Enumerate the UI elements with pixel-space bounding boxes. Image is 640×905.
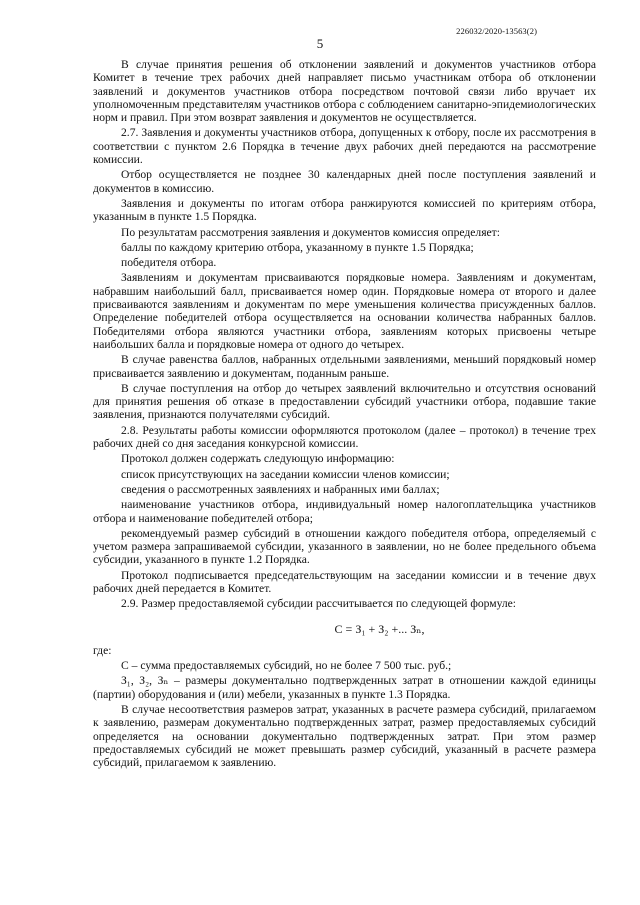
paragraph: 2.7. Заявления и документы участников отбора, допущенных к отбору, после их рассмотрения в соответствии с пунктом 2.6 Порядка в течение двух рабочих дней передаются на рассмотрение комиссии. xyxy=(93,126,596,167)
paragraph: 2.8. Результаты работы комиссии оформляются протоколом (далее – протокол) в течение трех рабочих дней со дня заседания конкурсной комиссии. xyxy=(93,423,596,451)
paragraph: Заявлениям и документам присваиваются порядковые номера. Заявлениям и документам, набравшим наибольший балл, присваивается номер один. Порядковые номера от второго и далее присваиваются заявлениям и документам по мере уменьшения количества присужденных баллов. Определение победителей отбора осуществляется на основании количества набранных баллов. Победителями отбора являются участники отбора, заявлениям которых присвоены четыре наибольших балла и порядковые номера от одного до четырех. xyxy=(93,271,596,351)
document-id: 226032/2020-13563(2) xyxy=(456,26,537,36)
paragraph: сведения о рассмотренных заявлениях и набранных ими баллах; xyxy=(121,482,440,496)
paragraph: Заявления и документы по итогам отбора ранжируются комиссией по критериям отбора, указанным в пункте 1.5 Порядка. xyxy=(93,196,596,224)
paragraph: баллы по каждому критерию отбора, указанному в пункте 1.5 Порядка; xyxy=(121,240,474,254)
paragraph: По результатам рассмотрения заявления и документов комиссия определяет: xyxy=(121,225,500,239)
paragraph: список присутствующих на заседании комиссии членов комиссии; xyxy=(121,467,450,481)
definition: С – сумма предоставляемых субсидий, но не более 7 500 тыс. руб.; xyxy=(121,659,452,673)
paragraph: В случае поступления на отбор до четырех заявлений включительно и отсутствия оснований для принятия решения об отказе в предоставлении субсидий участники отбора, подавшие такие заявления, признаются получателями субсидий. xyxy=(93,381,596,422)
paragraph: В случае равенства баллов, набранных отдельными заявлениями, меньший порядковый номер присваивается заявлению и документам, поданным раньше. xyxy=(93,353,596,380)
where-label: где: xyxy=(93,643,112,657)
paragraph: Протокол подписывается председательствующим на заседании комиссии и в течение двух рабочих дней передается в Комитет. xyxy=(93,568,596,595)
page-number: 5 xyxy=(316,36,324,51)
paragraph: рекомендуемый размер субсидий в отношении каждого победителя отбора, определяемый с учетом размера запрашиваемой субсидии, указанного в заявлении, но не более предельного объема субсидии, указанного в пункте 1.2 Порядка. xyxy=(93,526,596,567)
paragraph: Отбор осуществляется не позднее 30 календарных дней после поступления заявлений и документов в комиссию. xyxy=(93,168,596,195)
paragraph: В случае несоответствия размеров затрат, указанных в расчете размера субсидий, прилагаемом к заявлению, размерам документально подтвержденных затрат, размер предоставляемых субсидий определяется на основании документально подтвержденных затрат. При этом размер предоставляемых субсидий не может превышать размер субсидий, указанный в расчете размера субсидий, прилагаемом к заявлению. xyxy=(93,703,596,770)
paragraph: 2.9. Размер предоставляемой субсидии рассчитывается по следующей формуле: xyxy=(121,597,517,611)
paragraph: В случае принятия решения об отклонении заявлений и документов участников отбора Комитет в течение трех рабочих дней направляет письмо участникам отбора об отклонении заявлений и документов участников отбора посредством почтовой связи либо вручает их уполномоченным представителям участников отбора с соблюдением санитарно-эпидемиологических норм и правил. При этом возврат заявления и документов не осуществляется. xyxy=(93,58,596,125)
paragraph: Протокол должен содержать следующую информацию: xyxy=(121,452,395,466)
subsidy-formula: С = З₁ + З₂ +... Зₙ, xyxy=(334,621,425,636)
definition: З₁, З₂, Зₙ – размеры документально подтвержденных затрат в отношении каждой единицы (партии) оборудования и (или) мебели, указанных в пункте 1.3 Порядка. xyxy=(93,674,596,701)
paragraph: наименование участников отбора, индивидуальный номер налогоплательщика участников отбора и наименование победителей отбора; xyxy=(93,498,596,525)
paragraph: победителя отбора. xyxy=(121,256,217,270)
document-body xyxy=(93,58,596,772)
